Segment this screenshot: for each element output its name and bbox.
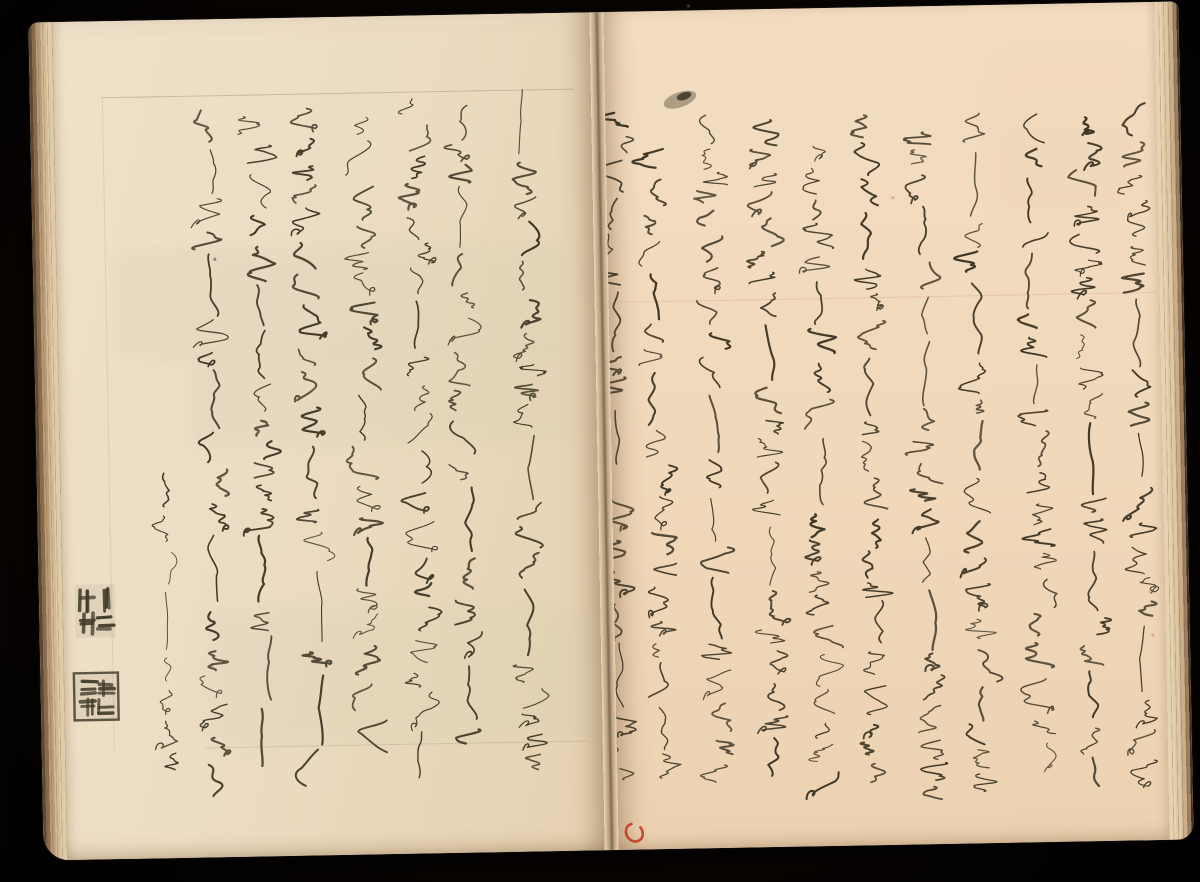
right-page: [603, 2, 1169, 850]
text-column: [744, 120, 793, 776]
text-column: [394, 98, 445, 778]
left-page: [52, 12, 604, 860]
ink-dot: [213, 258, 216, 261]
text-column: [689, 115, 739, 783]
left-page-calligraphy: [52, 12, 604, 860]
text-column: [189, 110, 237, 796]
text-column: [795, 146, 846, 799]
text-column: [632, 149, 683, 779]
artist-seal-lower: [72, 671, 120, 722]
text-column: [1010, 114, 1060, 772]
right-page-calligraphy: [603, 2, 1169, 850]
text-column: [1115, 103, 1162, 788]
text-column: [1067, 117, 1114, 787]
text-column: [849, 115, 896, 782]
red-ring-mark: [622, 820, 646, 844]
text-column: [340, 117, 388, 753]
text-column: [236, 116, 288, 766]
artist-seal-upper: [75, 584, 116, 638]
text-column: [952, 113, 1005, 792]
text-column: [503, 89, 554, 770]
text-column: [151, 473, 181, 770]
pink-speck: [891, 196, 894, 199]
dust-speck: [686, 4, 691, 8]
open-book: [28, 2, 1193, 861]
text-column: [899, 132, 949, 800]
text-column: [443, 105, 489, 743]
pink-speck: [1151, 634, 1154, 637]
text-column: [284, 108, 339, 786]
ink-smudge: [661, 87, 698, 112]
